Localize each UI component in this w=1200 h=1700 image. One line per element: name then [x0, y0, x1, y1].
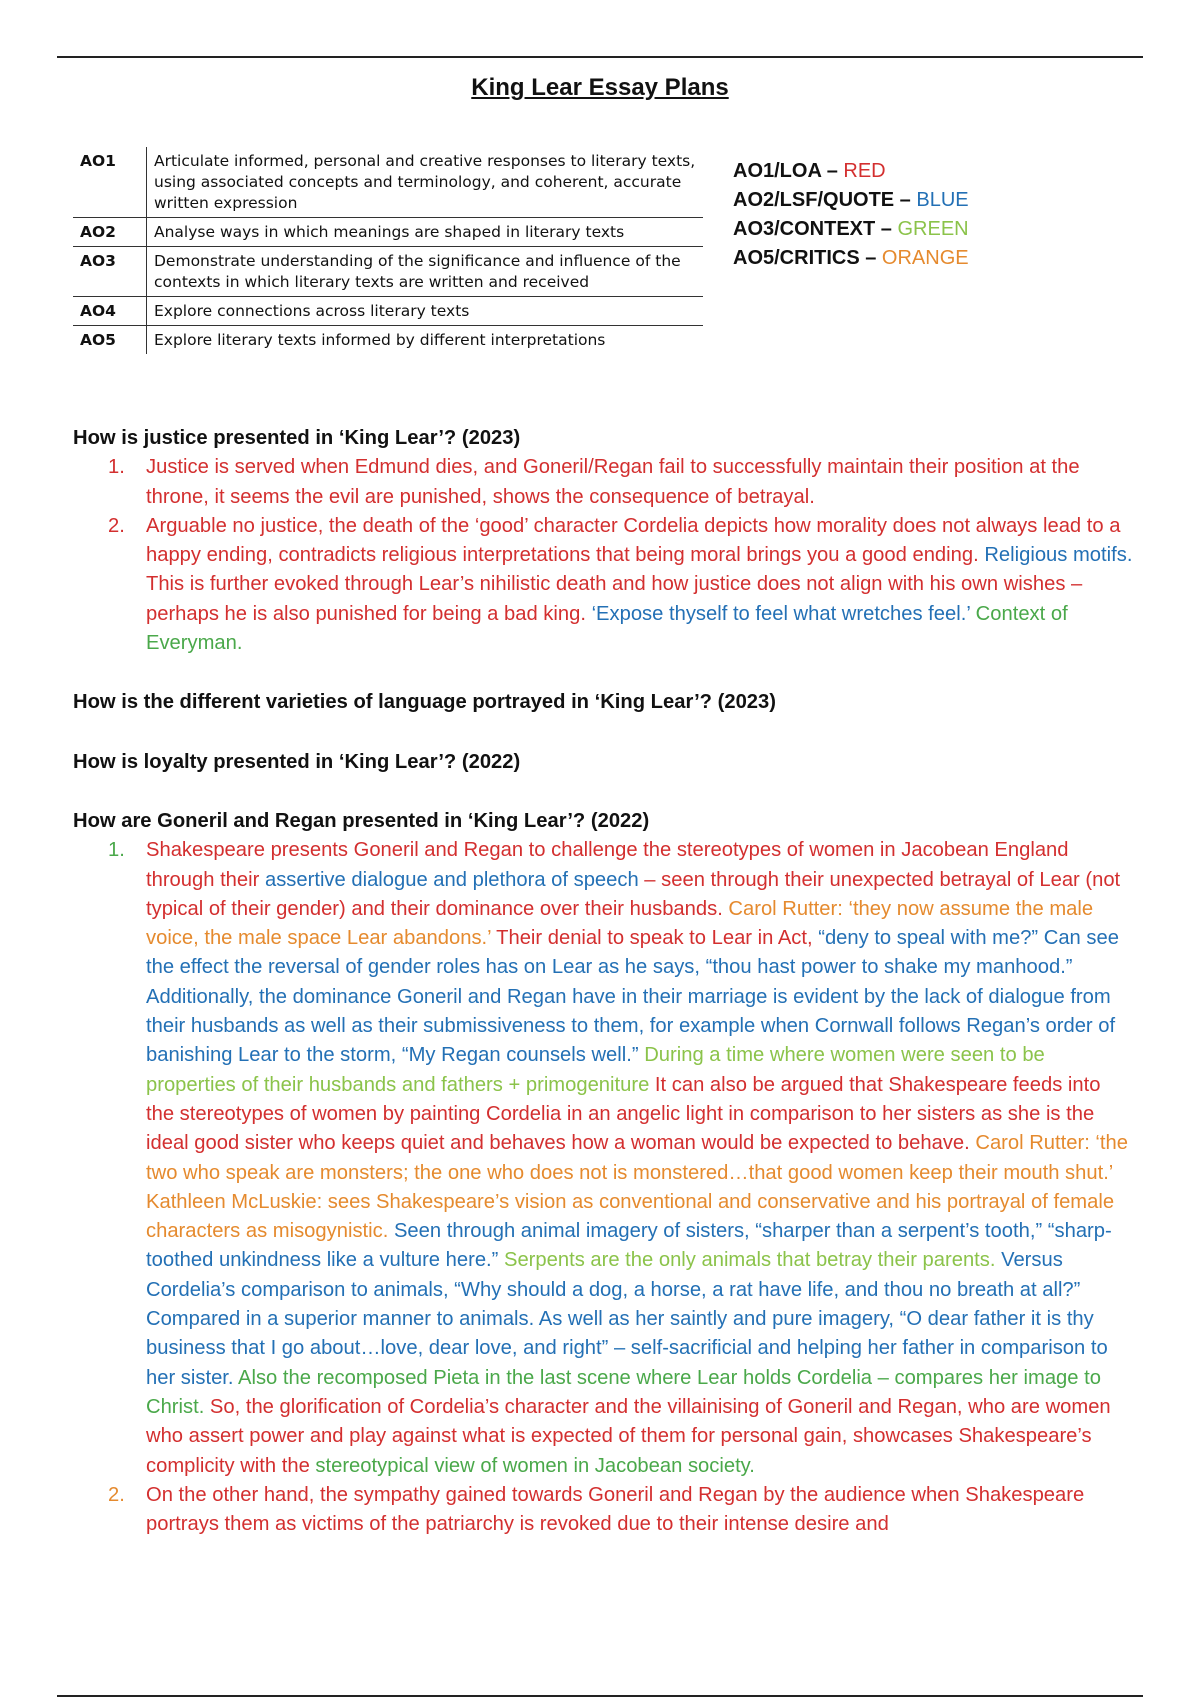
- ao-description: Analyse ways in which meanings are shaped in literary texts: [154, 223, 625, 241]
- list-item: [73, 836, 1133, 1481]
- ao-code: AO1: [73, 147, 147, 218]
- list-item: [73, 453, 1133, 512]
- legend-item: [733, 157, 969, 186]
- table-row: [73, 247, 703, 297]
- point-text: Arguable no justice, the death of the ‘good’ character Cordelia depicts how morality does not always lead to a happy ending, contradicts religious interpretations that being moral brings you a good ending.: [146, 514, 1121, 567]
- legend-key: AO3/CONTEXT –: [733, 218, 898, 240]
- quote-text: “deny to speal with me?” Can see the effect the reversal of gender roles has on Lear as he says, “thou hast power to shake my manhood.” Additionally, the dominance Goneril and Regan have in their marriage is evident by the lack of dialogue from their husbands as well as their submissiveness to them, for example when Cornwall follows Regan’s order of banishing Lear to the storm, “My Regan counsels well.”: [146, 927, 1119, 1067]
- list-item: [73, 1481, 1133, 1540]
- ao-description: Articulate informed, personal and creative responses to literary texts, using associated concepts and terminology, and coherent, accurate written expression: [154, 152, 696, 212]
- ao-code: AO4: [73, 297, 147, 326]
- justice-points: [73, 453, 1133, 658]
- point-text: On the other hand, the sympathy gained towards Goneril and Regan by the audience when Shakespeare portrays them as victims of the patriarchy is revoked due to their intense desire and: [146, 1483, 1085, 1536]
- question-heading: How is justice presented in ‘King Lear’? (2023): [73, 427, 521, 449]
- quote-text: ‘Expose thyself to feel what wretches feel.’: [591, 602, 971, 625]
- top-rule: [57, 56, 1143, 58]
- context-text: During a time where women were seen to be properties of their husbands and fathers + primogeniture: [146, 1044, 1045, 1096]
- ao-code: AO3: [73, 247, 147, 297]
- critic-text: Carol Rutter: ‘they now assume the male voice, the male space Lear abandons.’: [146, 897, 1094, 950]
- quote-text: Seen through animal imagery of sisters, “sharper than a serpent’s tooth,” “sharp-toothed unkindness like a vulture here.”: [146, 1220, 1112, 1272]
- point-text: Shakespeare presents Goneril and Regan to challenge the stereotypes of women in Jacobean England through their: [146, 839, 1069, 891]
- list-number: 2.: [108, 1483, 125, 1506]
- ao-description: Demonstrate understanding of the significance and influence of the contexts in which literary texts are written and received: [154, 252, 681, 291]
- point-text: It can also be argued that Shakespeare feeds into the stereotypes of women by painting Cordelia in an angelic light in comparison to her sisters as she is the ideal good sister who keeps quiet and behaves how a woman would be expected to behave.: [146, 1073, 1101, 1155]
- page-title: King Lear Essay Plans: [471, 74, 729, 101]
- legend-key: AO5/CRITICS –: [733, 247, 882, 269]
- list-number: 2.: [108, 514, 125, 537]
- context-text: Context of Everyman.: [146, 602, 1068, 655]
- table-row: [73, 147, 703, 218]
- table-row: [73, 218, 703, 247]
- list-number: 1.: [108, 839, 125, 862]
- essay-plans: [73, 424, 1133, 1539]
- question-heading: How are Goneril and Regan presented in ‘King Lear’? (2022): [73, 809, 650, 832]
- color-legend: [733, 157, 969, 273]
- legend-color-name: BLUE: [916, 189, 969, 211]
- point-text: This is further evoked through Lear’s nihilistic death and how justice does not align with his own wishes – perhaps he is also punished for being a bad king.: [146, 573, 1083, 625]
- legend-key: AO2/LSF/QUOTE –: [733, 189, 917, 211]
- bottom-rule: [57, 1695, 1143, 1697]
- point-text: Justice is served when Edmund dies, and Goneril/Regan fail to successfully maintain their position at the throne, it seems the evil are punished, shows the consequence of betrayal.: [146, 456, 1080, 508]
- goneril-regan-points: [73, 836, 1133, 1539]
- table-row: [73, 297, 703, 326]
- legend-key: AO1/LOA –: [733, 160, 844, 182]
- question-heading: How is the different varieties of language portrayed in ‘King Lear’? (2023): [73, 691, 776, 714]
- ao-code: AO2: [73, 218, 147, 247]
- context-text: stereotypical view of women in Jacobean society.: [315, 1454, 755, 1477]
- critic-text: Carol Rutter: ‘the two who speak are monsters; the one who does not is monstered…that good women keep their mouth shut.’ Kathleen McLuskie: sees Shakespeare’s vision as conventional and conservative and his portrayal of female characters as misogynistic.: [146, 1132, 1128, 1243]
- legend-item: [733, 244, 969, 273]
- list-number: 1.: [108, 456, 125, 479]
- legend-color-name: RED: [843, 160, 886, 182]
- point-text: So, the glorification of Cordelia’s character and the villainising of Goneril and Regan, who are women who assert power and play against what is expected of them for personal gain, showcases Shakespeare’s complicity with the: [146, 1395, 1111, 1477]
- point-text: Their denial to speak to Lear in Act,: [490, 927, 819, 950]
- point-text: Religious motifs.: [984, 544, 1133, 567]
- legend-color-name: GREEN: [897, 218, 969, 240]
- ao-description: Explore connections across literary texts: [154, 302, 470, 320]
- context-text: Also the recomposed Pieta in the last scene where Lear holds Cordelia – compares her image to Christ.: [146, 1366, 1101, 1418]
- ao-description: Explore literary texts informed by different interpretations: [154, 331, 606, 349]
- context-text: Serpents are the only animals that betray their parents.: [498, 1249, 996, 1272]
- legend-item: [733, 215, 969, 244]
- question-heading: How is loyalty presented in ‘King Lear’? (2022): [73, 750, 521, 773]
- legend-color-name: ORANGE: [881, 247, 969, 269]
- assessment-objectives-table: [73, 147, 703, 354]
- point-text: – seen through their unexpected betrayal of Lear (not typical of their gender) and their dominance over their husbands.: [146, 868, 1121, 920]
- ao-code: AO5: [73, 326, 147, 355]
- point-text: assertive dialogue and plethora of speech: [264, 868, 639, 891]
- list-item: [73, 512, 1133, 658]
- table-row: [73, 326, 703, 355]
- quote-text: Versus Cordelia’s comparison to animals, “Why should a dog, a horse, a rat have life, and thou no breath at all?” Compared in a superior manner to animals. As well as her saintly and pure imagery, “O dear father it is thy business that I go about…love, dear love, and right” – self-sacrificial and helping her father in comparison to her sister.: [146, 1249, 1108, 1389]
- legend-item: [733, 186, 969, 215]
